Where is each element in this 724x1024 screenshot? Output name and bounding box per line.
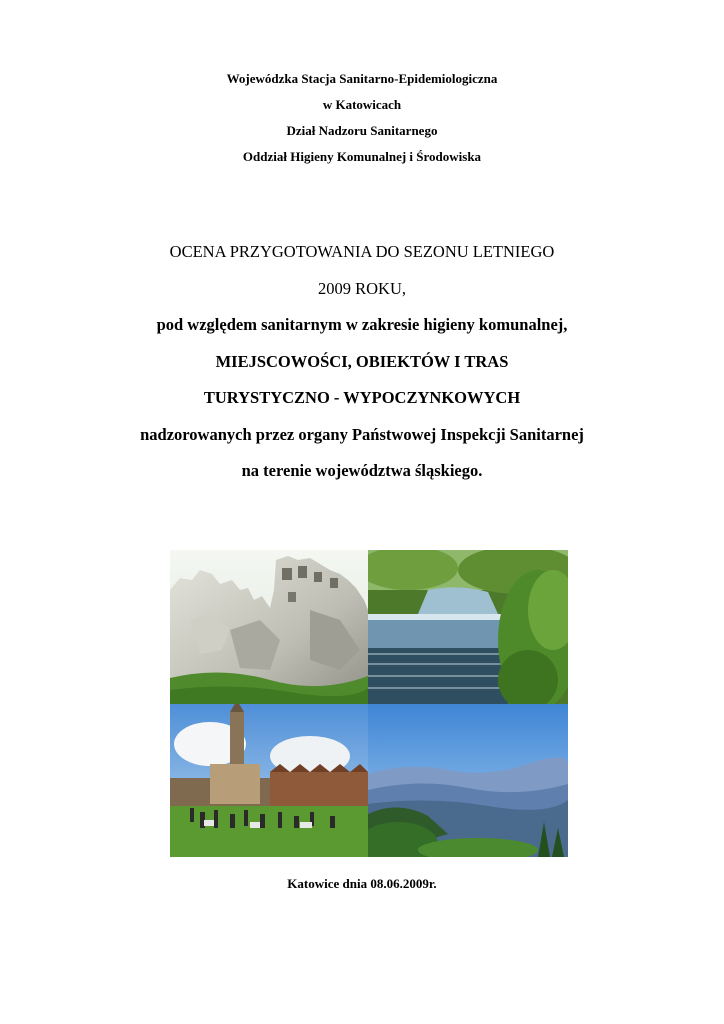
title-line-4: MIEJSCOWOŚCI, OBIEKTÓW I TRAS: [215, 351, 509, 371]
title-line-1: OCENA PRZYGOTOWANIA DO SEZONU LETNIEGO: [169, 242, 555, 261]
title-line-7: na terenie województwa śląskiego.: [241, 461, 483, 480]
title-line-6: nadzorowanych przez organy Państwowej Inspekcji Sanitarnej: [140, 424, 584, 444]
date-line: Katowice dnia 08.06.2009r.: [287, 876, 437, 891]
mountains-photo: [368, 704, 568, 857]
header-line-institution: Wojewódzka Stacja Sanitarno-Epidemiologiczna: [226, 71, 498, 86]
document-title: [0, 234, 724, 490]
photo-collage: [170, 550, 568, 857]
castle-ruins-photo: [170, 550, 368, 704]
title-line-2: 2009 ROKU,: [317, 278, 406, 298]
river-waterfall-photo: [368, 550, 568, 704]
institution-header: [0, 66, 724, 170]
header-line-section: Oddział Higieny Komunalnej i Środowiska: [242, 149, 482, 164]
title-line-5: TURYSTYCZNO - WYPOCZYNKOWYCH: [203, 388, 521, 407]
header-line-city: w Katowicach: [322, 97, 402, 112]
monastery-photo: [170, 704, 368, 857]
header-line-department: Dział Nadzoru Sanitarnego: [286, 123, 438, 138]
title-line-3: pod względem sanitarnym w zakresie higieny komunalnej,: [156, 315, 568, 334]
